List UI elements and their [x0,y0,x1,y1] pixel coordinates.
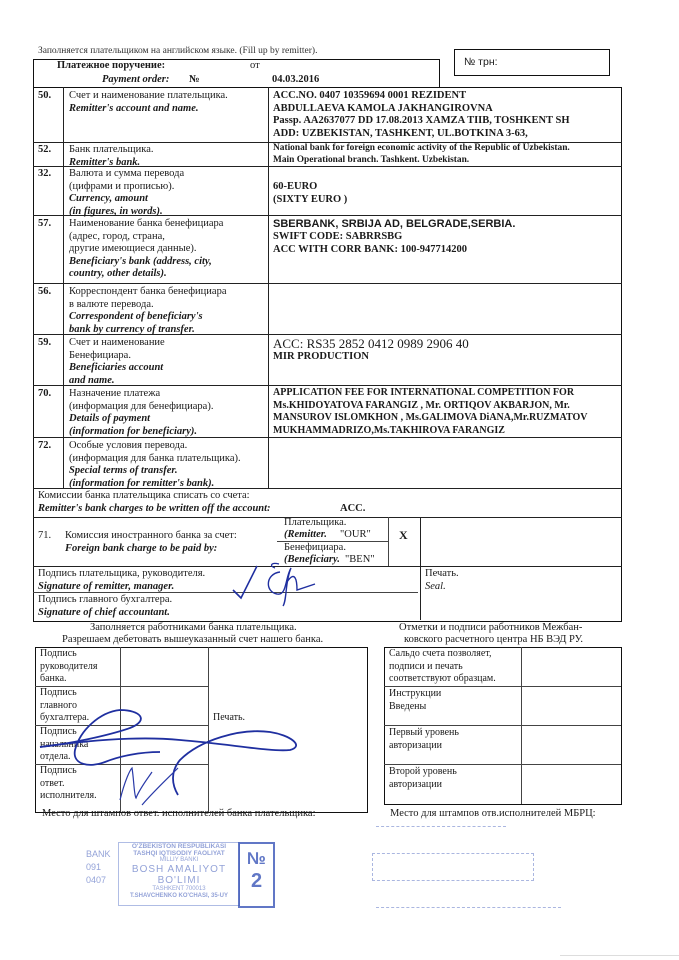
bank-manager-signature-cell[interactable] [121,648,207,685]
option-code: "OUR" [340,529,371,540]
second-authorization-cell[interactable] [522,765,618,802]
bank-section-title-1: Заполняется работниками банка плательщика. [90,622,297,633]
from-label: от [250,60,260,71]
handwritten-signature [30,700,360,815]
stamp-box: O'ZBEKISTON RESPUBLIKASI TASHQI IQTISODIY FAOLIYAT MILLIY BANKI BOSH AMALIYOT BO'LIMI TASHKENT 700013 T.SHAVCHENKO KO'CHASI, 35-UY [118,842,240,906]
beneficiary-bank-value[interactable]: SBERBANK, SRBIJA AD, BELGRADE,SERBIA. SWIFT CODE: SABRRSBG ACC WITH CORR BANK: 100-947714200 [273,218,516,255]
divider [388,517,389,566]
divider [33,283,622,284]
bank-row-label: Подпись ответ. исполнителя. [40,765,97,801]
currency-amount-value[interactable]: 60-EURO (SIXTY EURO ) [273,181,348,205]
remitter-bank-value[interactable]: National bank for foreign economic activity of the Republic of Uzbekistan. Main Operational branch. Tashkent. Uzbekistan. [273,143,570,165]
option-code: "BEN" [345,554,375,565]
row-label: Счет и наименование плательщика. Remitter's account and name. [69,90,228,114]
bank-section-title-2: Разрешаем дебетовать вышеуказанный счет нашего банка. [62,634,324,645]
foreign-charge-label-ru: Комиссия иностранного банка за счет: [65,530,237,541]
bank-stamp-footer: Место для штампов ответ. исполнителей банка плательщика: [42,808,316,819]
mbrc-section-title-2: ковского расчетного центра НБ ВЭД РУ. [404,634,583,645]
payment-order-en: Payment order: [102,74,170,85]
row-number: 72. [38,440,52,451]
divider [376,907,561,908]
bank-row-label: Подпись начальника отдела. [40,726,89,762]
payment-details-value[interactable]: APPLICATION FEE FOR INTERNATIONAL COMPETITION FOR Ms.KHIDOYATOVA FARANGIZ , Mr. ORTIQOV AKBARJON, Mr. MANSUROV ISLOMKHON , Ms.GALIMOVA DiANA,Mr.RUZMATOV MUKHAMMADRIZO,Ms.TAKHIROVA FARANGIZ [273,387,588,436]
row-label: Корреспондент банка бенефициара в валюте перевода. Correspondent of beneficiary's bank by currency of transfer. [69,286,227,335]
instruction-text: Заполняется плательщиком на английском языке. (Fill up by remitter). [38,46,318,56]
beneficiary-account-value[interactable]: ACC: RS35 2852 0412 0989 2906 40 MIR PRODUCTION [273,336,469,362]
stamp-side-text: BANK 091 0407 [86,849,111,885]
option-label-ru: Плательщика. [284,517,347,528]
row-label: Счет и наименование Бенефициара. Beneficiaries account and name. [69,337,165,386]
row-number: 57. [38,218,52,229]
foreign-charge-label-en: Foreign bank charge to be paid by: [65,543,218,554]
commission-account-value[interactable]: ACC. [340,503,366,514]
page-edge [560,955,679,956]
number-sign: № [189,74,200,85]
mbrc-row-label: Второй уровень авторизации [389,766,457,790]
option-label-ru: Бенефициара. [284,542,346,553]
row-label: Банк плательщика. Remitter's bank. [69,144,154,168]
row-number: 32. [38,168,52,179]
row-number: 52. [38,144,52,155]
stamp-number-box: № 2 [238,842,275,908]
divider [420,517,421,620]
bank-row-label: Подпись главного бухгалтера. [40,687,90,723]
bank-seal-label: Печать. [213,712,246,723]
seal-label-ru: Печать. [425,568,459,579]
row-label: Наименование банка бенефициара (адрес, город, страна, другие имеющиеся данные). Beneficiary's bank (address, city, country, other details). [69,218,224,279]
signature-remitter-en: Signature of remitter, manager. [38,581,175,592]
divider [63,87,64,488]
row-label: Назначение платежа (информация для бенефициара). Details of payment (information for beneficiary). [69,388,214,437]
mbrc-row-label: Инструкции Введены [389,688,442,712]
row-number: 70. [38,388,52,399]
row-label: Валюта и сумма перевода (цифрами и прописью). Currency, amount (in figures, in words). [69,168,185,217]
mbrc-section-title-1: Отметки и подписи работников Межбан- [399,622,583,633]
trn-label: № трн: [464,56,498,68]
signature-remitter-ru: Подпись плательщика, руководителя. [38,568,206,579]
option-label-en: (Beneficiary. [284,554,340,565]
correspondent-bank-value[interactable] [270,285,618,332]
first-authorization-cell[interactable] [522,726,618,763]
divider [376,826,506,827]
mbrc-row-label: Сальдо счета позволяет, подписи и печать соответствуют образцам. [389,648,496,684]
option-label-en: (Remitter. [284,529,327,540]
payment-order-ru: Платежное поручение: [57,60,166,71]
handwritten-signature [225,560,325,610]
commission-label-ru: Комиссии банка плательщика списать со счета: [38,490,250,501]
special-terms-value[interactable] [270,439,618,486]
mbrc-stamp-footer: Место для штампов отв.исполнителей МБРЦ: [390,808,596,819]
row-number: 59. [38,337,52,348]
faint-stamp-box [372,853,534,881]
option-checkmark[interactable]: X [399,528,408,542]
commission-label-en: Remitter's bank charges to be written off the account: [38,503,271,514]
payment-date[interactable]: 04.03.2016 [272,74,320,85]
mbrc-row-label: Первый уровень авторизации [389,727,459,751]
divider [268,87,269,488]
signature-chief-en: Signature of chief accountant. [38,607,170,618]
row-number: 50. [38,90,52,101]
signature-chief-ru: Подпись главного бухгалтера. [38,594,173,605]
row-number: 71. [38,530,52,541]
bank-row-label: Подпись руководителя банка. [40,648,98,684]
remitter-account-value[interactable]: ACC.NO. 0407 10359694 0001 REZIDENT ABDULLAEVA KAMOLA JAKHANGIROVNA Passp. AA2637077 DD 17.08.2013 XAMZA TIIB, TOSHKENT SH ADD: UZBEKISTAN, TASHKENT, UL.BOTKINA 3-63, [273,90,570,139]
row-number: 56. [38,286,52,297]
row-label: Особые условия перевода. (информация для банка плательщика). Special terms of transfer. (information for remitter's bank). [69,440,241,489]
seal-label-en: Seal. [425,581,446,592]
balance-check-cell[interactable] [522,648,618,685]
trn-box[interactable] [454,49,610,76]
instructions-entered-cell[interactable] [522,687,618,724]
